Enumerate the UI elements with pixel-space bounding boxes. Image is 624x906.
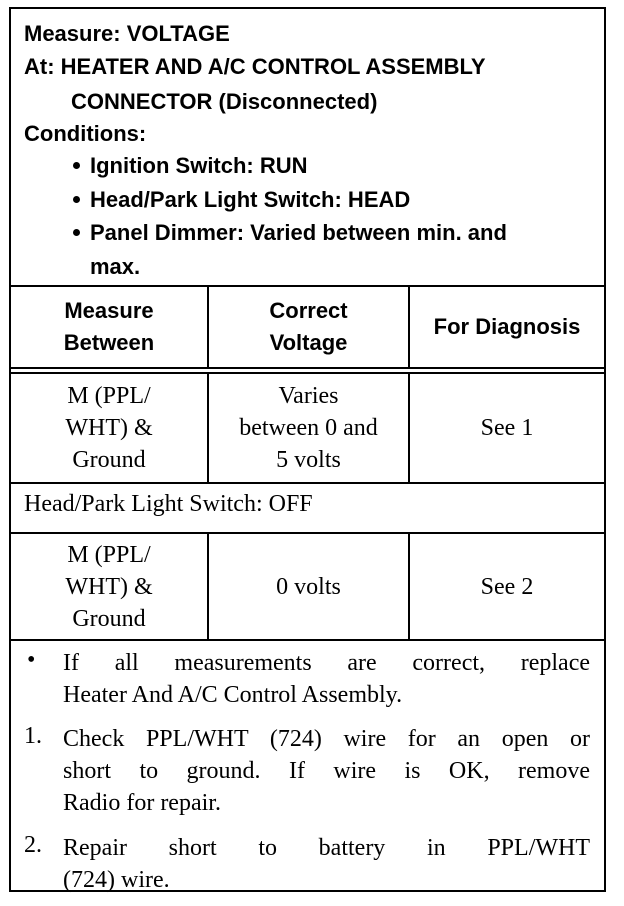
- divider: [11, 639, 604, 641]
- condition-headlight: Head/Park Light Switch: HEAD: [90, 187, 411, 212]
- note-item1-line-3: Radio for repair.: [63, 790, 221, 816]
- header-measure-between: Measure Between: [63, 298, 155, 355]
- row1-measure: M (PPL/ WHT) & Ground: [65, 383, 153, 473]
- condition-bullet: [73, 229, 80, 236]
- note-item2-marker: 2.: [24, 832, 42, 858]
- note-item1-line-2: short to ground. If wire is OK, remove: [63, 758, 590, 784]
- note-bullet-line-2: Heater And A/C Control Assembly.: [63, 682, 403, 708]
- row1-voltage: Varies between 0 and 5 volts: [239, 383, 378, 473]
- note-item1-marker: 1.: [24, 723, 42, 749]
- condition-dimmer: Panel Dimmer: Varied between min. and: [90, 220, 507, 245]
- measure-line: Measure: VOLTAGE: [24, 21, 230, 46]
- condition-bullet: [73, 196, 80, 203]
- at-line-2: CONNECTOR (Disconnected): [71, 89, 378, 114]
- condition-dimmer-cont: max.: [90, 254, 141, 279]
- condition-bullet: [73, 162, 80, 169]
- condition-ignition: Ignition Switch: RUN: [90, 153, 308, 178]
- section-label: Head/Park Light Switch: OFF: [24, 491, 313, 517]
- header-for-diagnosis: For Diagnosis: [433, 314, 581, 339]
- note-bullet-line-1: If all measurements are correct, replace: [63, 650, 590, 676]
- row1-diagnosis: See 1: [480, 415, 534, 441]
- divider: [11, 482, 604, 484]
- note-item2-line-2: (724) wire.: [63, 867, 170, 893]
- conditions-label: Conditions:: [24, 121, 147, 146]
- row2-diagnosis: See 2: [480, 573, 534, 600]
- note-item2-line-1: Repair short to battery in PPL/WHT: [63, 835, 590, 861]
- at-line-1: At: HEATER AND A/C CONTROL ASSEMBLY: [24, 54, 486, 79]
- note-item1-line-1: Check PPL/WHT (724) wire for an open or: [63, 726, 590, 752]
- header-correct-voltage: Correct Voltage: [269, 298, 348, 355]
- diagnostic-table: [9, 7, 606, 892]
- note-bullet: •: [27, 647, 36, 673]
- divider: [11, 367, 604, 369]
- row2-measure: M (PPL/ WHT) & Ground: [65, 541, 153, 632]
- row2-voltage: 0 volts: [276, 573, 341, 600]
